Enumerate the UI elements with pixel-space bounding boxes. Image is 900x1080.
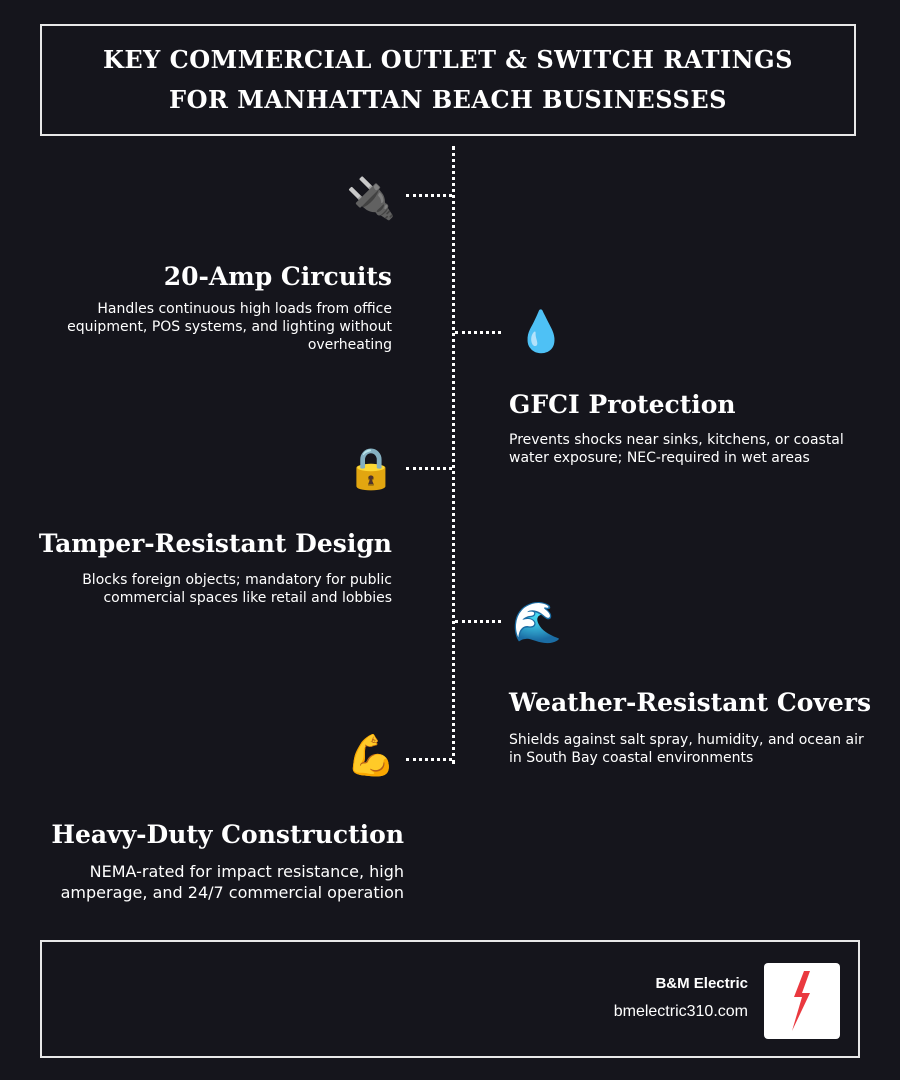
droplet-icon: 💧 [516, 309, 566, 355]
timeline-spine [452, 146, 455, 764]
page-title: KEY COMMERCIAL OUTLET & SWITCH RATINGS FOR MANHATTAN BEACH BUSINESSES [103, 45, 793, 114]
item-desc-tamper: Blocks foreign objects; mandatory for public commercial spaces like retail and lobbies [82, 572, 392, 606]
connector-4 [455, 620, 501, 623]
item-title-heavy-duty: Heavy-Duty Construction [51, 820, 404, 849]
connector-5 [406, 758, 452, 761]
title-box [40, 24, 856, 136]
footer-box [40, 940, 860, 1058]
lock-icon: 🔒 [346, 446, 396, 492]
item-title-20-amp: 20-Amp Circuits [163, 262, 392, 291]
lightning-bolt-icon [764, 963, 840, 1039]
brand-url[interactable]: bmelectric310.com [613, 1003, 748, 1020]
brand-name: B&M Electric [655, 975, 748, 992]
item-desc-heavy-duty: NEMA-rated for impact resistance, high amperage, and 24/7 commercial operation [60, 862, 404, 902]
item-title-weather: Weather-Resistant Covers [509, 688, 872, 717]
item-desc-gfci: Prevents shocks near sinks, kitchens, or coastal water exposure; NEC-required in wet areas [509, 432, 844, 466]
lightning-bolt-logo [764, 963, 840, 1039]
connector-2 [455, 331, 501, 334]
item-title-gfci: GFCI Protection [509, 390, 736, 419]
wave-icon: 🌊 [512, 600, 562, 646]
item-desc-weather: Shields against salt spray, humidity, and ocean air in South Bay coastal environments [509, 732, 864, 766]
connector-3 [406, 467, 452, 470]
item-title-tamper: Tamper-Resistant Design [38, 529, 392, 558]
flexed-bicep-icon: 💪 [346, 733, 396, 779]
item-desc-20-amp: Handles continuous high loads from office equipment, POS systems, and lighting without overheating [67, 301, 392, 353]
connector-1 [406, 194, 452, 197]
plug-icon: 🔌 [346, 176, 396, 222]
